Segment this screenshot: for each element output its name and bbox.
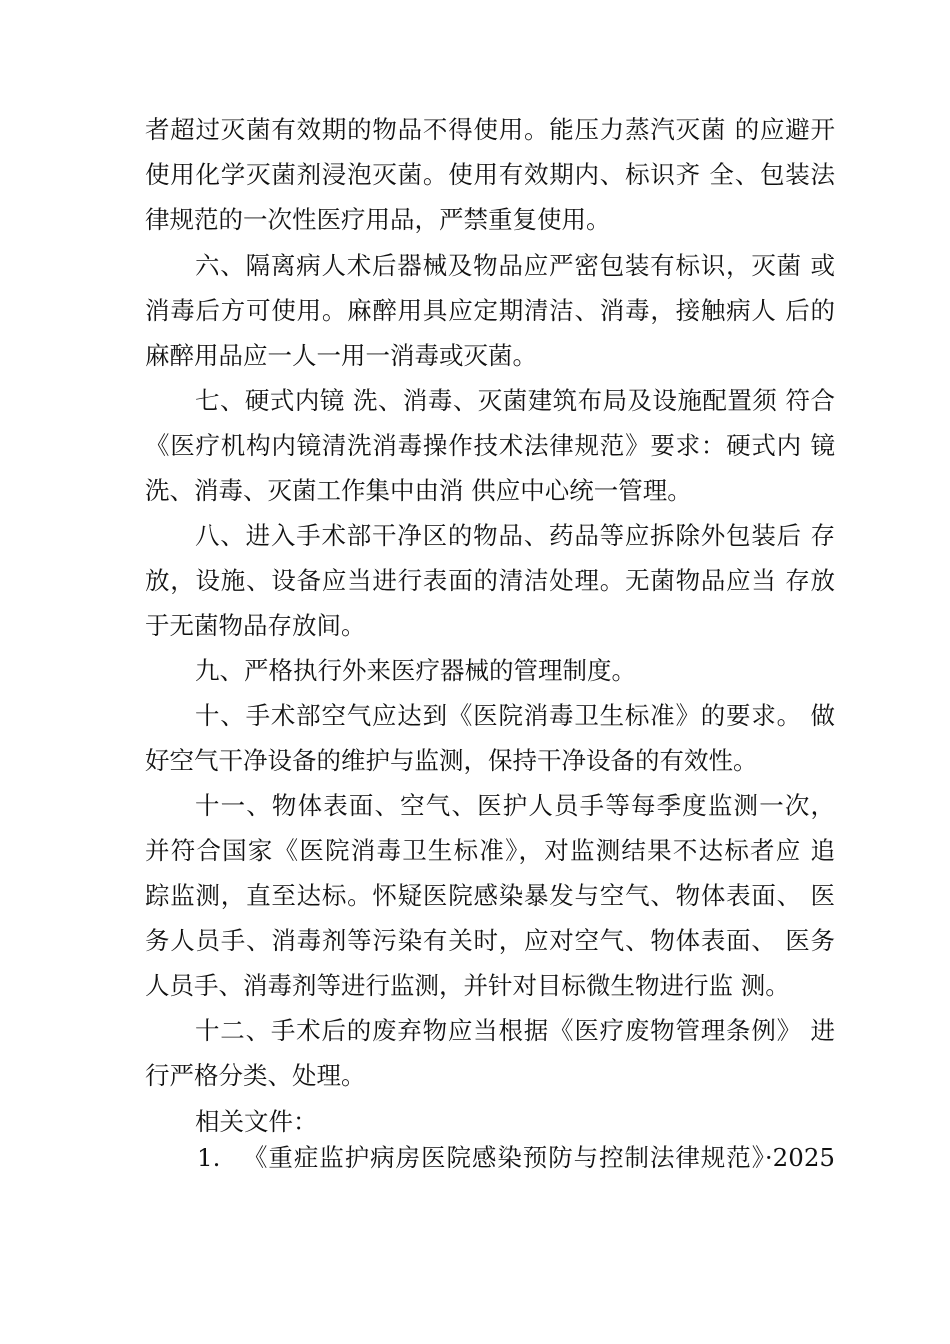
paragraph-8-line-2: 放，设施、设备应当进行表面的清洁处理。无菌物品应当 存放	[145, 566, 835, 595]
paragraph-12-line-1: 十二、手术后的废弃物应当根据《医疗废物管理条例》 进	[195, 1016, 835, 1045]
reference-number: 1.	[197, 1143, 221, 1172]
paragraph-7-line-1: 七、硬式内镜 洗、消毒、灭菌建筑布局及设施配置须 符合	[195, 386, 835, 415]
paragraph-11-line-3: 踪监测，直至达标。怀疑医院感染暴发与空气、物体表面、 医	[145, 881, 835, 910]
paragraph-12-line-2: 行严格分类、处理。	[145, 1061, 366, 1090]
paragraph-5-line-2: 使用化学灭菌剂浸泡灭菌。使用有效期内、标识齐 全、包装法	[145, 160, 835, 189]
paragraph-8-line-3: 于无菌物品存放间。	[145, 611, 366, 640]
paragraph-10-line-2: 好空气干净设备的维护与监测，保持干净设备的有效性。	[145, 746, 758, 775]
reference-title: 《重症监护病房医院感染预防与控制法律规范》·2025	[243, 1143, 835, 1172]
paragraph-8-line-1: 八、进入手术部干净区的物品、药品等应拆除外包装后 存	[195, 521, 835, 550]
paragraph-9-line-1: 九、严格执行外来医疗器械的管理制度。	[195, 656, 636, 685]
paragraph-7-line-2: 《医疗机构内镜清洗消毒操作技术法律规范》要求：硬式内 镜	[145, 431, 835, 460]
paragraph-11-line-5: 人员手、消毒剂等进行监测，并针对目标微生物进行监 测。	[145, 971, 790, 1000]
paragraph-5-line-1: 者超过灭菌有效期的物品不得使用。能压力蒸汽灭菌 的应避开	[145, 115, 835, 144]
related-documents-heading: 相关文件：	[195, 1107, 318, 1136]
paragraph-10-line-1: 十、手术部空气应达到《医院消毒卫生标准》的要求。 做	[195, 701, 835, 730]
paragraph-11-line-1: 十一、物体表面、空气、医护人员手等每季度监测一次，	[195, 791, 835, 820]
paragraph-7-line-3: 洗、消毒、灭菌工作集中由消 供应中心统一管理。	[145, 476, 692, 505]
paragraph-11-line-4: 务人员手、消毒剂等污染有关时，应对空气、物体表面、 医务	[145, 926, 835, 955]
paragraph-6-line-2: 消毒后方可使用。麻醉用具应定期清洁、消毒，接触病人 后的	[145, 296, 835, 325]
paragraph-5-line-3: 律规范的一次性医疗用品，严禁重复使用。	[145, 205, 611, 234]
paragraph-6-line-1: 六、隔离病人术后器械及物品应严密包装有标识，灭菌 或	[195, 251, 835, 280]
paragraph-6-line-3: 麻醉用品应一人一用一消毒或灭菌。	[145, 341, 537, 370]
paragraph-11-line-2: 并符合国家《医院消毒卫生标准》，对监测结果不达标者应 追	[145, 836, 835, 865]
